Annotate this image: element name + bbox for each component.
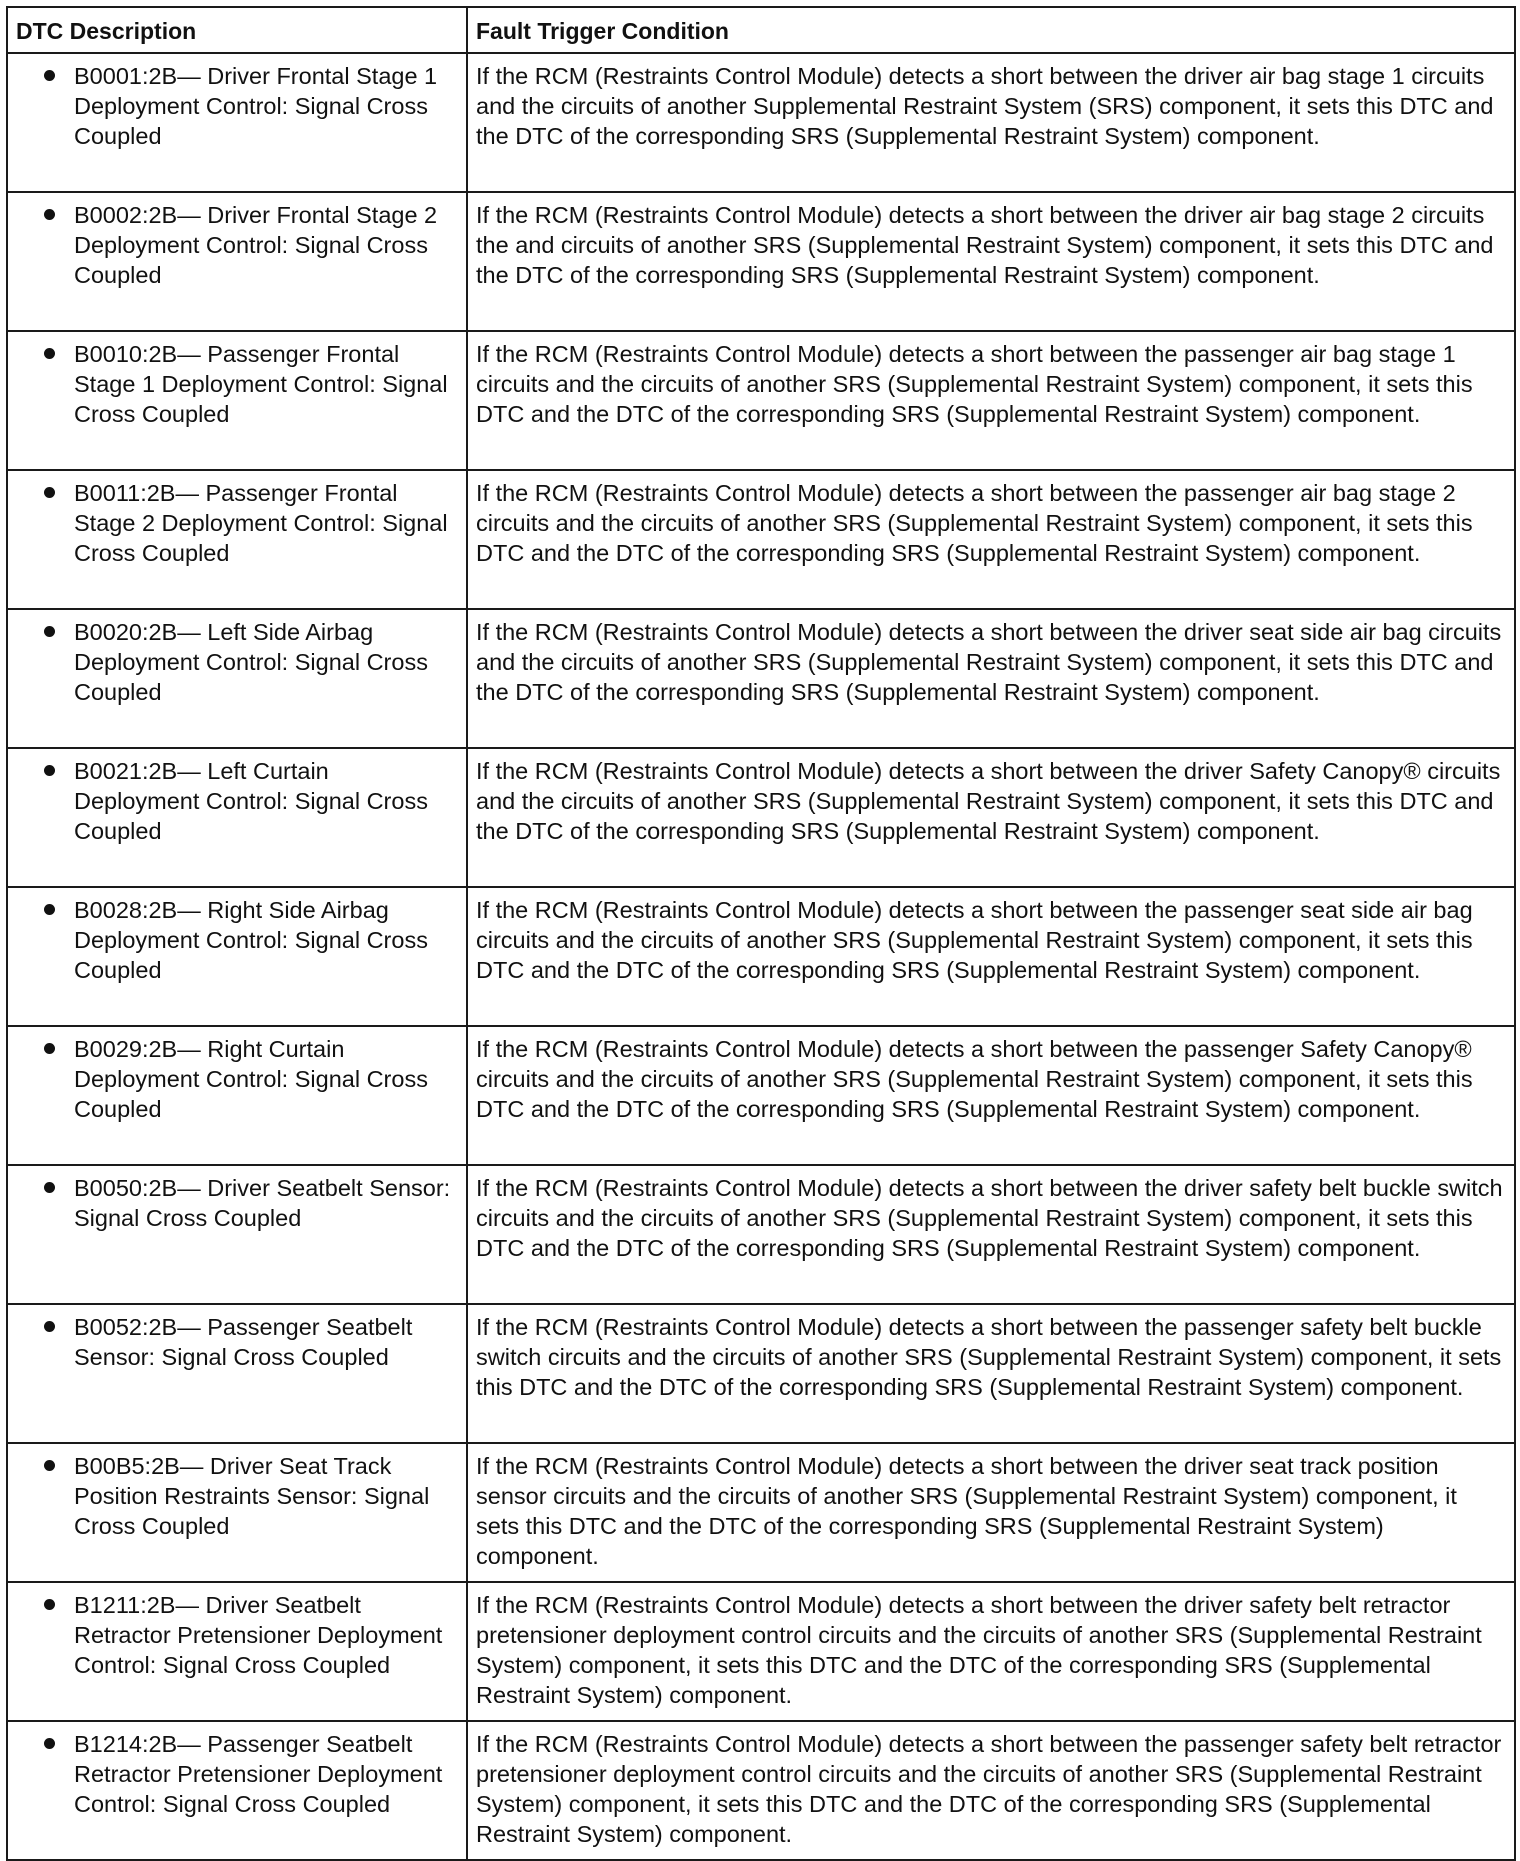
dtc-description: B0001:2B— Driver Frontal Stage 1 Deployment Control: Signal Cross Coupled <box>74 63 438 149</box>
fault-condition: If the RCM (Restraints Control Module) detects a short between the driver safety belt retractor pretensioner deployment control circuits and the circuits of another SRS (Supplemental Restraint System) component, it sets this DTC and the DTC of the corresponding SRS (Supplemental Restraint System) component. <box>467 1582 1515 1721</box>
table-row <box>7 609 1515 748</box>
dtc-cell <box>7 887 467 1026</box>
bullet-icon <box>44 1043 55 1054</box>
header-fault-trigger-condition: Fault Trigger Condition <box>467 7 1515 53</box>
dtc-description: B0021:2B— Left Curtain Deployment Control: Signal Cross Coupled <box>74 758 428 844</box>
fault-condition: If the RCM (Restraints Control Module) detects a short between the passenger air bag stage 2 circuits and the circuits of another SRS (Supplemental Restraint System) component, it sets this DTC and the DTC of the corresponding SRS (Supplemental Restraint System) component. <box>467 470 1515 609</box>
dtc-table-container <box>6 6 1514 1861</box>
dtc-cell <box>7 1026 467 1165</box>
fault-condition: If the RCM (Restraints Control Module) detects a short between the passenger Safety Canopy® circuits and the circuits of another SRS (Supplemental Restraint System) component, it sets this DTC and the DTC of the corresponding SRS (Supplemental Restraint System) component. <box>467 1026 1515 1165</box>
dtc-cell <box>7 748 467 887</box>
dtc-description: B0028:2B— Right Side Airbag Deployment Control: Signal Cross Coupled <box>74 897 428 983</box>
table-row <box>7 1721 1515 1860</box>
bullet-icon <box>44 70 55 81</box>
table-row <box>7 470 1515 609</box>
fault-condition: If the RCM (Restraints Control Module) detects a short between the passenger safety belt retractor pretensioner deployment control circuits and the circuits of another SRS (Supplemental Restraint System) component, it sets this DTC and the DTC of the corresponding SRS (Supplemental Restraint System) component. <box>467 1721 1515 1860</box>
table-header-row <box>7 7 1515 53</box>
fault-condition: If the RCM (Restraints Control Module) detects a short between the passenger seat side air bag circuits and the circuits of another SRS (Supplemental Restraint System) component, it sets this DTC and the DTC of the corresponding SRS (Supplemental Restraint System) component. <box>467 887 1515 1026</box>
fault-condition: If the RCM (Restraints Control Module) detects a short between the driver seat track position sensor circuits and the circuits of another SRS (Supplemental Restraint System) component, it sets this DTC and the DTC of the corresponding SRS (Supplemental Restraint System) component. <box>467 1443 1515 1582</box>
bullet-icon <box>44 209 55 220</box>
dtc-cell <box>7 1443 467 1582</box>
dtc-description: B00B5:2B— Driver Seat Track Position Restraints Sensor: Signal Cross Coupled <box>74 1453 430 1539</box>
fault-condition: If the RCM (Restraints Control Module) detects a short between the driver air bag stage 1 circuits and the circuits of another Supplemental Restraint System (SRS) component, it sets this DTC and the DTC of the corresponding SRS (Supplemental Restraint System) component. <box>467 53 1515 192</box>
bullet-icon <box>44 1460 55 1471</box>
bullet-icon <box>44 1321 55 1332</box>
dtc-cell <box>7 1165 467 1304</box>
dtc-table <box>6 6 1516 1861</box>
bullet-icon <box>44 1599 55 1610</box>
bullet-icon <box>44 626 55 637</box>
dtc-cell <box>7 1582 467 1721</box>
bullet-icon <box>44 765 55 776</box>
table-row <box>7 1582 1515 1721</box>
dtc-description: B0020:2B— Left Side Airbag Deployment Control: Signal Cross Coupled <box>74 619 428 705</box>
fault-condition: If the RCM (Restraints Control Module) detects a short between the driver seat side air bag circuits and the circuits of another SRS (Supplemental Restraint System) component, it sets this DTC and the DTC of the corresponding SRS (Supplemental Restraint System) component. <box>467 609 1515 748</box>
fault-condition: If the RCM (Restraints Control Module) detects a short between the driver air bag stage 2 circuits the and circuits of another SRS (Supplemental Restraint System) component, it sets this DTC and the DTC of the corresponding SRS (Supplemental Restraint System) component. <box>467 192 1515 331</box>
dtc-cell <box>7 1304 467 1443</box>
fault-condition: If the RCM (Restraints Control Module) detects a short between the passenger air bag stage 1 circuits and the circuits of another SRS (Supplemental Restraint System) component, it sets this DTC and the DTC of the corresponding SRS (Supplemental Restraint System) component. <box>467 331 1515 470</box>
table-row <box>7 1304 1515 1443</box>
bullet-icon <box>44 348 55 359</box>
dtc-cell <box>7 470 467 609</box>
bullet-icon <box>44 1182 55 1193</box>
dtc-description: B0010:2B— Passenger Frontal Stage 1 Deployment Control: Signal Cross Coupled <box>74 341 448 427</box>
dtc-cell <box>7 1721 467 1860</box>
bullet-icon <box>44 904 55 915</box>
bullet-icon <box>44 1738 55 1749</box>
dtc-description: B0002:2B— Driver Frontal Stage 2 Deployment Control: Signal Cross Coupled <box>74 202 438 288</box>
dtc-description: B0011:2B— Passenger Frontal Stage 2 Deployment Control: Signal Cross Coupled <box>74 480 448 566</box>
fault-condition: If the RCM (Restraints Control Module) detects a short between the driver safety belt buckle switch circuits and the circuits of another SRS (Supplemental Restraint System) component, it sets this DTC and the DTC of the corresponding SRS (Supplemental Restraint System) component. <box>467 1165 1515 1304</box>
header-dtc-description: DTC Description <box>7 7 467 53</box>
fault-condition: If the RCM (Restraints Control Module) detects a short between the driver Safety Canopy® circuits and the circuits of another SRS (Supplemental Restraint System) component, it sets this DTC and the DTC of the corresponding SRS (Supplemental Restraint System) component. <box>467 748 1515 887</box>
table-row <box>7 1443 1515 1582</box>
dtc-description: B0050:2B— Driver Seatbelt Sensor: Signal Cross Coupled <box>74 1175 451 1231</box>
fault-condition: If the RCM (Restraints Control Module) detects a short between the passenger safety belt buckle switch circuits and the circuits of another SRS (Supplemental Restraint System) component, it sets this DTC and the DTC of the corresponding SRS (Supplemental Restraint System) component. <box>467 1304 1515 1443</box>
table-row <box>7 53 1515 192</box>
dtc-description: B0029:2B— Right Curtain Deployment Control: Signal Cross Coupled <box>74 1036 428 1122</box>
dtc-cell <box>7 192 467 331</box>
bullet-icon <box>44 487 55 498</box>
dtc-cell <box>7 331 467 470</box>
dtc-description: B0052:2B— Passenger Seatbelt Sensor: Signal Cross Coupled <box>74 1314 413 1370</box>
dtc-description: B1211:2B— Driver Seatbelt Retractor Pretensioner Deployment Control: Signal Cross Coupled <box>74 1592 443 1678</box>
table-row <box>7 1165 1515 1304</box>
table-row <box>7 331 1515 470</box>
table-row <box>7 887 1515 1026</box>
table-row <box>7 192 1515 331</box>
dtc-cell <box>7 53 467 192</box>
dtc-description: B1214:2B— Passenger Seatbelt Retractor Pretensioner Deployment Control: Signal Cross Coupled <box>74 1731 443 1817</box>
dtc-cell <box>7 609 467 748</box>
table-row <box>7 1026 1515 1165</box>
table-row <box>7 748 1515 887</box>
